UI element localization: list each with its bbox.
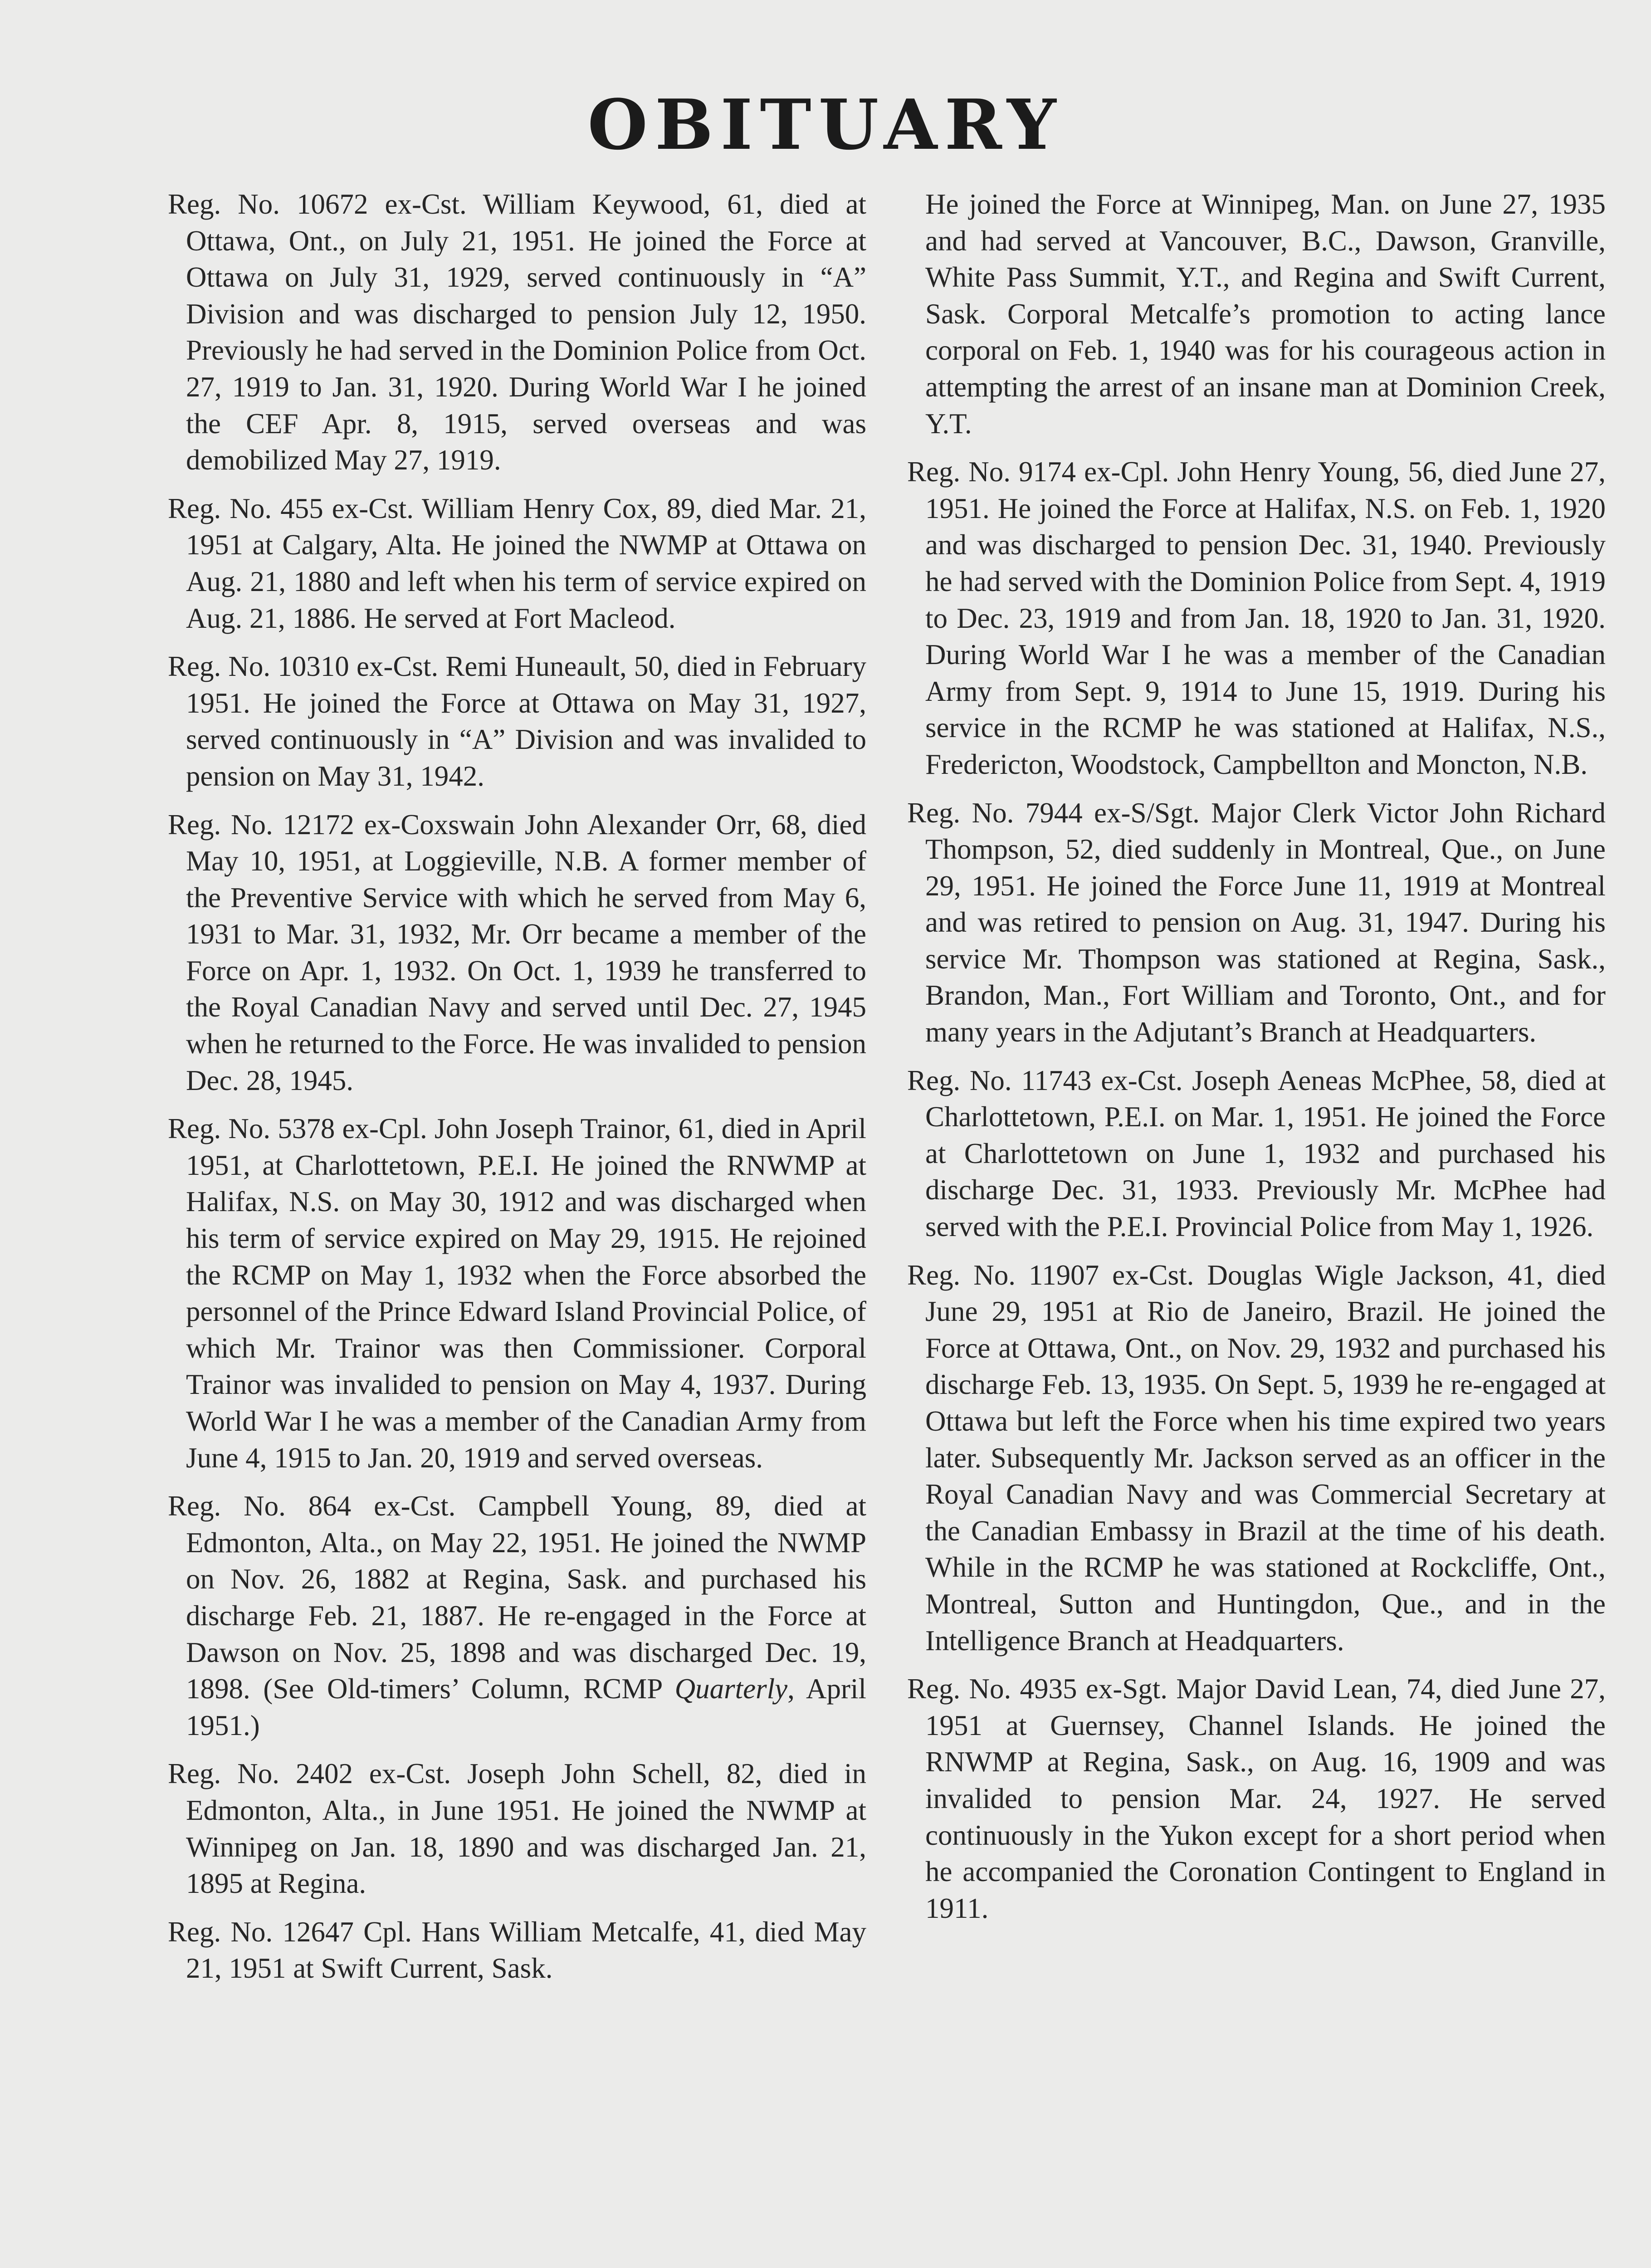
obituary-entry: Reg. No. 10310 ex-Cst. Remi Huneault, 50, died in February 1951. He joined the Force at Ottawa on May 31, 1927, served continuously in “A” Division and was invalided to pension on May 31, 1942. — [168, 650, 866, 792]
left-column — [168, 186, 866, 1999]
obituary-entry-tail: , April 1951.) — [186, 1673, 866, 1741]
obituary-entry: Reg. No. 4935 ex-Sgt. Major David Lean, 74, died June 27, 1951 at Guernsey, Channel Islands. He joined the RNWMP at Regina, Sask., on Aug. 16, 1909 and was invalided to pension Mar. 24, 1927. He served continuously in the Yukon except for a short period when he accompanied the Coronation Contingent to England in 1911. — [907, 1673, 1606, 1924]
obituary-entry-continued: He joined the Force at Winnipeg, Man. on June 27, 1935 and had served at Vancouver, B.C., Dawson, Granville, White Pass Summit, Y.T., and Regina and Swift Current, Sask. Corporal Metcalfe’s promotion to acting lance corporal on Feb. 1, 1940 was for his courageous action in attempting the arrest of an insane man at Dominion Creek, Y.T. — [925, 188, 1606, 440]
publication-title: Quarterly — [674, 1673, 788, 1705]
right-column — [907, 186, 1606, 1938]
obituary-entry: Reg. No. 2402 ex-Cst. Joseph John Schell, 82, died in Edmonton, Alta., in June 1951. He joined the NWMP at Winnipeg on Jan. 18, 1890 and was discharged Jan. 21, 1895 at Regina. — [168, 1758, 866, 1900]
obituary-entry-text: Reg. No. 864 ex-Cst. Campbell Young, 89, died at Edmonton, Alta., on May 22, 1951. He joined the NWMP on Nov. 26, 1882 at Regina, Sask. and purchased his discharge Feb. 21, 1887. He re-engaged in the Force at Dawson on Nov. 25, 1898 and was discharged Dec. 19, 1898. (See Old-timers’ Column, RCMP — [168, 1490, 866, 1705]
obituary-entry: Reg. No. 9174 ex-Cpl. John Henry Young, 56, died June 27, 1951. He joined the Force at Halifax, N.S. on Feb. 1, 1920 and was discharged to pension Dec. 31, 1940. Previously he had served with the Dominion Police from Sept. 4, 1919 to Dec. 23, 1919 and from Jan. 18, 1920 to Jan. 31, 1920. During World War I he was a member of the Canadian Army from Sept. 9, 1914 to June 15, 1919. During his service in the RCMP he was stationed at Halifax, N.S., Fredericton, Woodstock, Campbellton and Moncton, N.B. — [907, 456, 1606, 780]
obituary-entry: Reg. No. 455 ex-Cst. William Henry Cox, 89, died Mar. 21, 1951 at Calgary, Alta. He joined the NWMP at Ottawa on Aug. 21, 1880 and left when his term of service expired on Aug. 21, 1886. He served at Fort Macleod. — [168, 492, 866, 634]
obituary-entry: Reg. No. 11907 ex-Cst. Douglas Wigle Jackson, 41, died June 29, 1951 at Rio de Janeiro, Brazil. He joined the Force at Ottawa, Ont., on Nov. 29, 1932 and purchased his discharge Feb. 13, 1935. On Sept. 5, 1939 he re-engaged at Ottawa but left the Force when his time expired two years later. Subsequently Mr. Jackson served as an officer in the Royal Canadian Navy and was Commercial Secretary at the Canadian Embassy in Brazil at the time of his death. While in the RCMP he was stationed at Rockcliffe, Ont., Montreal, Sutton and Huntingdon, Que., and in the Intelligence Branch at Headquarters. — [907, 1259, 1606, 1657]
obituary-entry: Reg. No. 10672 ex-Cst. William Keywood, 61, died at Ottawa, Ont., on July 21, 1951. He joined the Force at Ottawa on July 31, 1929, served continuously in “A” Division and was discharged to pension July 12, 1950. Previously he had served in the Dominion Police from Oct. 27, 1919 to Jan. 31, 1920. During World War I he joined the CEF Apr. 8, 1915, served overseas and was demobilized May 27, 1919. — [168, 188, 866, 476]
page-title: OBITUARY — [587, 84, 1064, 165]
obituary-entry: Reg. No. 7944 ex-S/Sgt. Major Clerk Victor John Richard Thompson, 52, died suddenly in Montreal, Que., on June 29, 1951. He joined the Force June 11, 1919 at Montreal and was retired to pension on Aug. 31, 1947. During his service Mr. Thompson was stationed at Regina, Sask., Brandon, Man., Fort William and Toronto, Ont., and for many years in the Adjutant’s Branch at Headquarters. — [907, 797, 1606, 1048]
obituary-entry: Reg. No. 11743 ex-Cst. Joseph Aeneas McPhee, 58, died at Charlottetown, P.E.I. on Mar. 1, 1951. He joined the Force at Charlottetown on June 1, 1932 and purchased his discharge Dec. 31, 1933. Previously Mr. McPhee had served with the P.E.I. Provincial Police from May 1, 1926. — [907, 1064, 1606, 1243]
obituary-entry — [168, 1488, 866, 1744]
obituary-entry: Reg. No. 5378 ex-Cpl. John Joseph Trainor, 61, died in April 1951, at Charlottetown, P.E.I. He joined the RNWMP at Halifax, N.S. on May 30, 1912 and was discharged when his term of service expired on May 29, 1915. He rejoined the RCMP on May 1, 1932 when the Force absorbed the personnel of the Prince Edward Island Provincial Police, of which Mr. Trainor was then Commissioner. Corporal Trainor was invalided to pension on May 4, 1937. During World War I he was a member of the Canadian Army from June 4, 1915 to Jan. 20, 1919 and served overseas. — [168, 1113, 866, 1474]
obituary-entry: Reg. No. 12647 Cpl. Hans William Metcalfe, 41, died May 21, 1951 at Swift Current, Sask. — [168, 1916, 866, 1984]
obituary-entry: Reg. No. 12172 ex-Coxswain John Alexander Orr, 68, died May 10, 1951, at Loggieville, N.B. A former member of the Preventive Service with which he served from May 6, 1931 to Mar. 31, 1932, Mr. Orr became a member of the Force on Apr. 1, 1932. On Oct. 1, 1939 he transferred to the Royal Canadian Navy and served until Dec. 27, 1945 when he returned to the Force. He was invalided to pension Dec. 28, 1945. — [168, 808, 866, 1096]
